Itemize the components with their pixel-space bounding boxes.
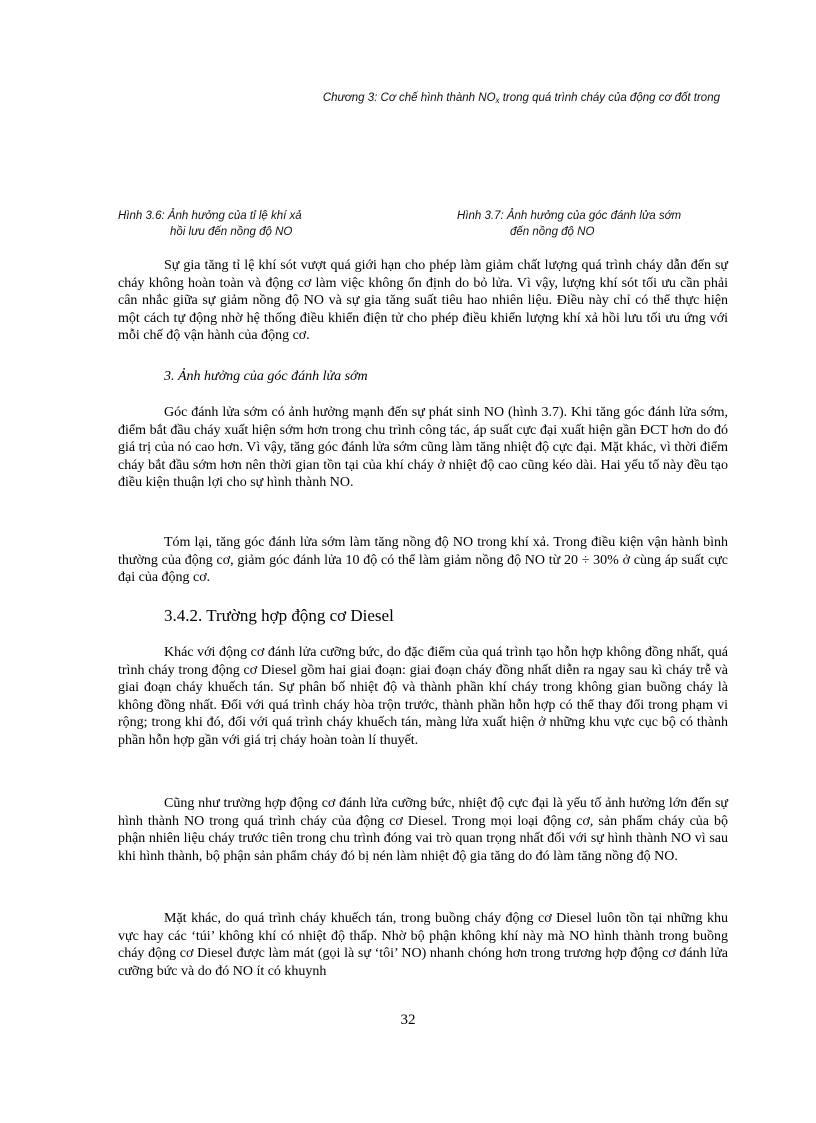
caption-right-line1: Hình 3.7: Ảnh hưởng của góc đánh lửa sớm (457, 210, 682, 222)
caption-left-line1: Hình 3.6: Ảnh hưởng của tỉ lệ khí xả (118, 210, 302, 222)
figure-caption-3-6 (118, 208, 398, 240)
paragraph-diesel-quenching: Mặt khác, do quá trình cháy khuếch tán, trong buồng cháy động cơ Diesel luôn tồn tại những khu vực hay các ‘túi’ không khí có nhiệt độ thấp. Nhờ bộ phận không khí này mà NO hình thành trong buồng cháy động cơ Diesel được làm mát (gọi là sự ‘tôi’ NO) nhanh chóng hơn trong trương hợp động cơ đánh lửa cưỡng bức và do đó NO ít có khuynh (118, 911, 728, 979)
paragraph-diesel-temperature: Cũng như trường hợp động cơ đánh lửa cưỡng bức, nhiệt độ cực đại là yếu tố ảnh hưởng lớn đến sự hình thành NO trong quá trình cháy của động cơ Diesel. Trong mọi loại động cơ, sản phẩm cháy của bộ phận nhiên liệu cháy trước tiên trong chu trình đóng vai trò quan trọng nhất đối với sự hình thành NO vì sau khi hình thành, bộ phận sản phẩm cháy đó bị nén làm nhiệt độ gia tăng do đó làm tăng nồng độ NO. (118, 796, 728, 864)
caption-left-line2: hồi lưu đến nồng độ NO (170, 226, 293, 238)
section-heading-diesel: 3.4.2. Trường hợp động cơ Diesel (164, 606, 394, 625)
page-number: 32 (400, 1012, 416, 1028)
figure-caption-3-7 (457, 208, 747, 240)
caption-right-line2: đến nồng độ NO (510, 226, 595, 238)
paragraph-ignition-effect: Góc đánh lửa sớm có ảnh hưởng mạnh đến sự phát sinh NO (hình 3.7). Khi tăng góc đánh lửa sớm, điểm bắt đầu cháy xuất hiện sớm hơn trong chu trình công tác, áp suất cực đại xuất hiện gần ĐCT hơn do đó giá trị của nó cao hơn. Vì vậy, tăng góc đánh lửa sớm cũng làm tăng nhiệt độ cực đại. Mặt khác, vì thời điểm cháy bắt đầu sớm hơn nên thời gian tồn tại của khí cháy ở nhiệt độ cao cũng kéo dài. Hai yếu tố này đều tạo điều kiện thuận lợi cho sự hình thành NO. (118, 405, 728, 491)
header-subscript: x (495, 96, 500, 105)
paragraph-summary: Tóm lại, tăng góc đánh lửa sớm làm tăng nồng độ NO trong khí xả. Trong điều kiện vận hành bình thường của động cơ, giảm góc đánh lửa 10 độ có thể làm giảm nồng độ NO từ 20 ÷ 30% ở cùng áp suất cực đại của động cơ. (118, 535, 728, 586)
paragraph-egr-tradeoff: Sự gia tăng tỉ lệ khí sót vượt quá giới hạn cho phép làm giảm chất lượng quá trình cháy dẫn đến sự cháy không hoàn toàn và động cơ làm việc không ổn định do bỏ lửa. Vì vậy, lượng khí sót tối ưu cần phải cân nhắc giữa sự giảm nồng độ NO và sự gia tăng suất tiêu hao nhiên liệu. Điều này chỉ có thể thực hiện một cách tự động nhờ hệ thống điều khiển điện tử cho phép điều khiển lượng khí xả hồi lưu tối ưu ứng với mỗi chế độ vận hành của động cơ. (118, 258, 728, 344)
header-prefix: Chương 3: Cơ chế hình thành NO (322, 92, 496, 104)
running-header (140, 92, 720, 105)
paragraph-diesel-combustion: Khác với động cơ đánh lửa cưỡng bức, do đặc điểm của quá trình tạo hỗn hợp không đồng nhất, quá trình cháy trong động cơ Diesel gồm hai giai đoạn: giai đoạn cháy đồng nhất diễn ra ngay sau kì cháy trễ và giai đoạn cháy khuếch tán. Sự phân bố nhiệt độ và thành phần khí cháy trong không gian buồng cháy là không đồng nhất. Đối với quá trình cháy hòa trộn trước, thành phần hỗn hợp có thể thay đổi trong phạm vi rộng; trong khi đó, đối với quá trình cháy khuếch tán, màng lửa xuất hiện ở những khu vực cục bộ có thành phần hỗn hợp gần với giá trị cháy hoàn toàn lí thuyết. (118, 645, 728, 748)
header-suffix: trong quá trình cháy của động cơ đốt trong (499, 92, 720, 104)
subheading-ignition-timing: 3. Ảnh hưởng của góc đánh lửa sớm (164, 369, 368, 384)
